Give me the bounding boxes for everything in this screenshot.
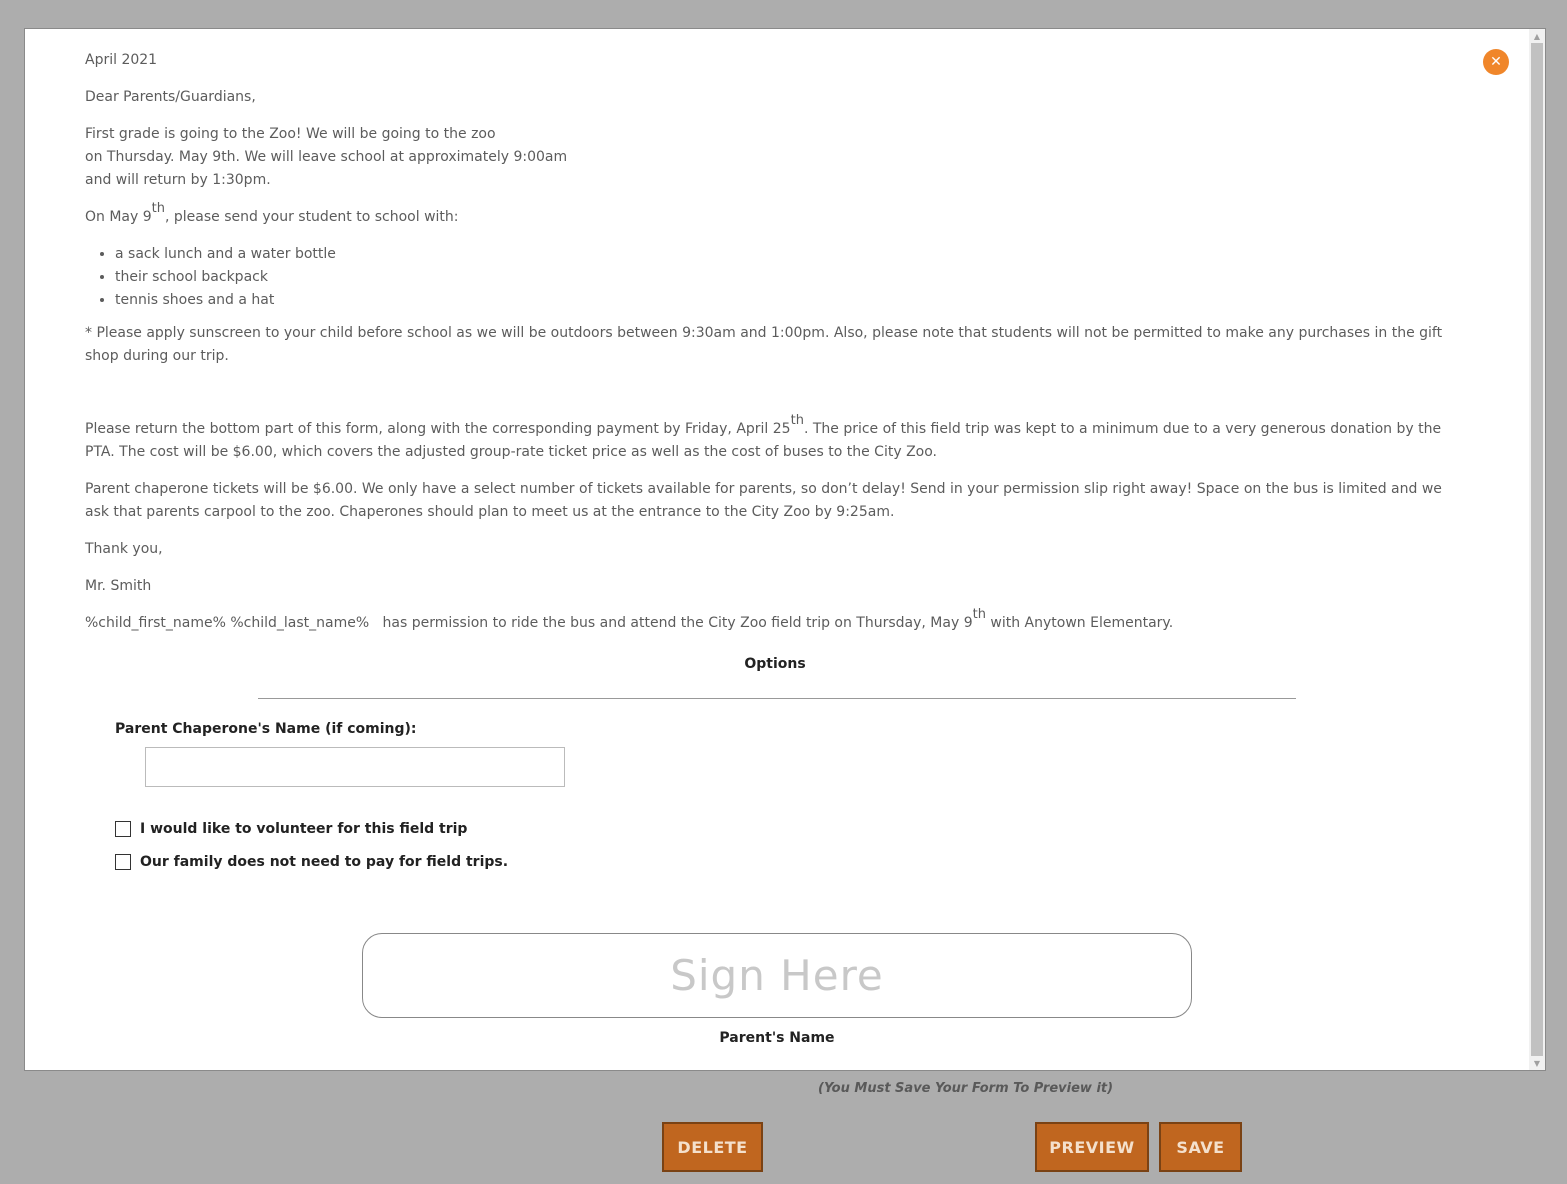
intro-line-2: on Thursday. May 9th. We will leave school at approximately 9:00am xyxy=(85,149,568,165)
close-icon[interactable]: ✕ xyxy=(1483,49,1509,75)
bring-sup: th xyxy=(151,201,165,217)
letter-date: April 2021 xyxy=(85,52,158,68)
volunteer-option[interactable] xyxy=(115,821,467,837)
return-suffix: . The price of this field trip was kept to a minimum due to a very generous donation by the PTA. The cost will be $6.00, which covers the adjusted group-rate ticket price as well as the cost of buses to the City Zoo. xyxy=(85,421,1442,460)
letter-intro xyxy=(85,123,1465,192)
items-list xyxy=(85,243,1465,312)
intro-line-3: and will return by 1:30pm. xyxy=(85,172,271,188)
list-item: • their school backpack xyxy=(115,266,1465,289)
preview-button[interactable]: PREVIEW xyxy=(1035,1122,1149,1172)
return-para xyxy=(85,413,1465,464)
signature-pad[interactable]: Sign Here xyxy=(362,933,1192,1018)
intro-line-1: First grade is going to the Zoo! We will be going to the zoo xyxy=(85,126,496,142)
scrollbar[interactable] xyxy=(1529,29,1545,1070)
bring-suffix: , please send your student to school with: xyxy=(165,209,459,225)
permission-suffix: with Anytown Elementary. xyxy=(985,615,1174,631)
bring-prefix: On May 9 xyxy=(85,209,152,225)
letter-greeting: Dear Parents/Guardians, xyxy=(85,89,256,105)
letter-body xyxy=(85,49,1465,676)
delete-button[interactable]: DELETE xyxy=(662,1122,763,1172)
return-prefix: Please return the bottom part of this form, along with the corresponding payment by Friday, April 25 xyxy=(85,421,791,437)
preview-note: (You Must Save Your Form To Preview it) xyxy=(818,1081,1114,1096)
no-pay-label: Our family does not need to pay for field trips. xyxy=(140,854,509,870)
scroll-down-icon[interactable]: ▼ xyxy=(1533,1058,1541,1068)
chaperone-para: Parent chaperone tickets will be $6.00. We only have a select number of tickets available for parents, so don’t delay! Send in your permission slip right away! Space on the bus is limited and we ask that parents carpool to the zoo. Chaperones should plan to meet us at the entrance to the City Zoo by 9:25am. xyxy=(85,481,1442,520)
signature-label: Parent's Name xyxy=(719,1030,835,1046)
no-pay-checkbox[interactable] xyxy=(115,854,131,870)
letter-thanks: Thank you, xyxy=(85,541,163,557)
options-divider xyxy=(258,698,1296,699)
chaperone-name-input[interactable] xyxy=(145,747,565,787)
permission-prefix: %child_first_name% %child_last_name% has permission to ride the bus and attend the City Zoo field trip on Thursday, May 9 xyxy=(85,615,973,631)
return-sup: th xyxy=(790,413,804,429)
save-button[interactable]: SAVE xyxy=(1159,1122,1242,1172)
sunscreen-note: * Please apply sunscreen to your child before school as we will be outdoors between 9:30am and 1:00pm. Also, please note that students will not be permitted to make any purchases in the gift shop during our trip. xyxy=(85,325,1443,364)
form-modal xyxy=(24,28,1546,1071)
no-pay-option[interactable] xyxy=(115,854,508,870)
volunteer-label: I would like to volunteer for this field trip xyxy=(140,821,468,837)
chaperone-name-label: Parent Chaperone's Name (if coming): xyxy=(115,721,417,737)
list-item: • a sack lunch and a water bottle xyxy=(115,243,1465,266)
bring-line xyxy=(85,201,1465,229)
list-item: • tennis shoes and a hat xyxy=(115,289,1465,312)
permission-sup: th xyxy=(972,607,986,623)
scroll-up-icon[interactable]: ▲ xyxy=(1533,31,1541,41)
volunteer-checkbox[interactable] xyxy=(115,821,131,837)
permission-line xyxy=(85,607,1465,635)
options-title: Options xyxy=(744,656,806,672)
scroll-thumb[interactable] xyxy=(1531,43,1543,1056)
letter-signature: Mr. Smith xyxy=(85,578,152,594)
